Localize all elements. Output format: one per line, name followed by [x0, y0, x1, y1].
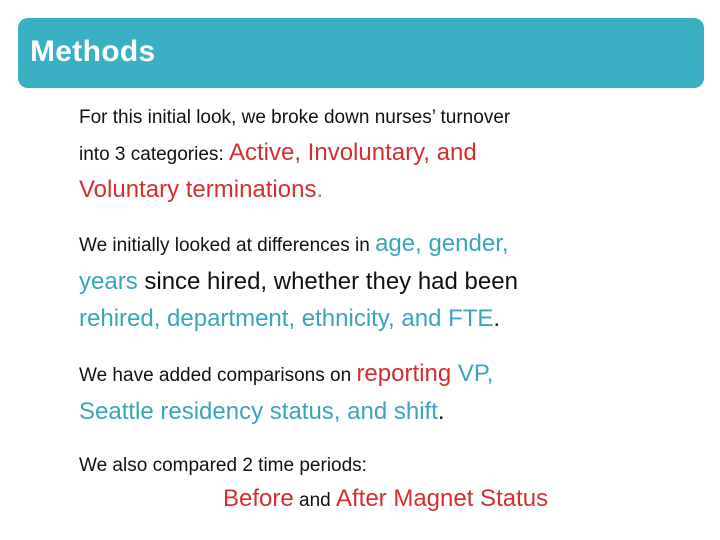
p2-period: . [493, 305, 501, 332]
p3-vp-highlight: VP, [451, 360, 494, 387]
p1-line1: For this initial look, we broke down nurses’ turnover [79, 107, 511, 128]
p4-before-highlight: Before [223, 485, 294, 512]
p1-period: . [316, 176, 324, 203]
paragraph-added-comparisons [79, 356, 709, 432]
p1-voluntary-highlight: Voluntary terminations [79, 176, 317, 203]
p2-line2 [79, 265, 709, 302]
p1-line2-text: into 3 categories: [79, 144, 229, 165]
p2-rehired-highlight: rehired, department, ethnicity, and FTE [79, 305, 494, 332]
slide-title: Methods [30, 35, 156, 68]
p3-line1-text: We have added comparisons on [79, 365, 357, 386]
p2-line2-text: since hired, whether they had been [137, 268, 518, 295]
paragraph-differences [79, 226, 709, 339]
p1-categories-highlight: Active, Involuntary, and [228, 139, 477, 166]
paragraph-time-periods [79, 452, 709, 519]
p3-line2 [79, 395, 709, 432]
p2-age-gender-highlight: age, gender, [375, 230, 509, 257]
p3-line1 [79, 356, 709, 395]
p2-years-highlight: years [79, 268, 138, 295]
p2-line1-text: We initially looked at differences in [79, 235, 376, 256]
p1-line2 [79, 136, 709, 173]
p2-line3 [79, 302, 709, 339]
p4-and-text: and [293, 490, 336, 511]
p1-line3 [79, 173, 709, 210]
p4-line1: We also compared 2 time periods: [79, 455, 367, 476]
p3-seattle-highlight: Seattle residency status, and shift [79, 398, 438, 425]
p2-line1 [79, 226, 709, 265]
p4-after-magnet-highlight: After Magnet Status [335, 485, 549, 512]
paragraph-turnover-categories [79, 104, 709, 210]
title-bar [18, 18, 704, 88]
p3-reporting-highlight: reporting [356, 360, 452, 387]
p3-period: . [437, 398, 445, 425]
p4-line2 [79, 482, 709, 519]
